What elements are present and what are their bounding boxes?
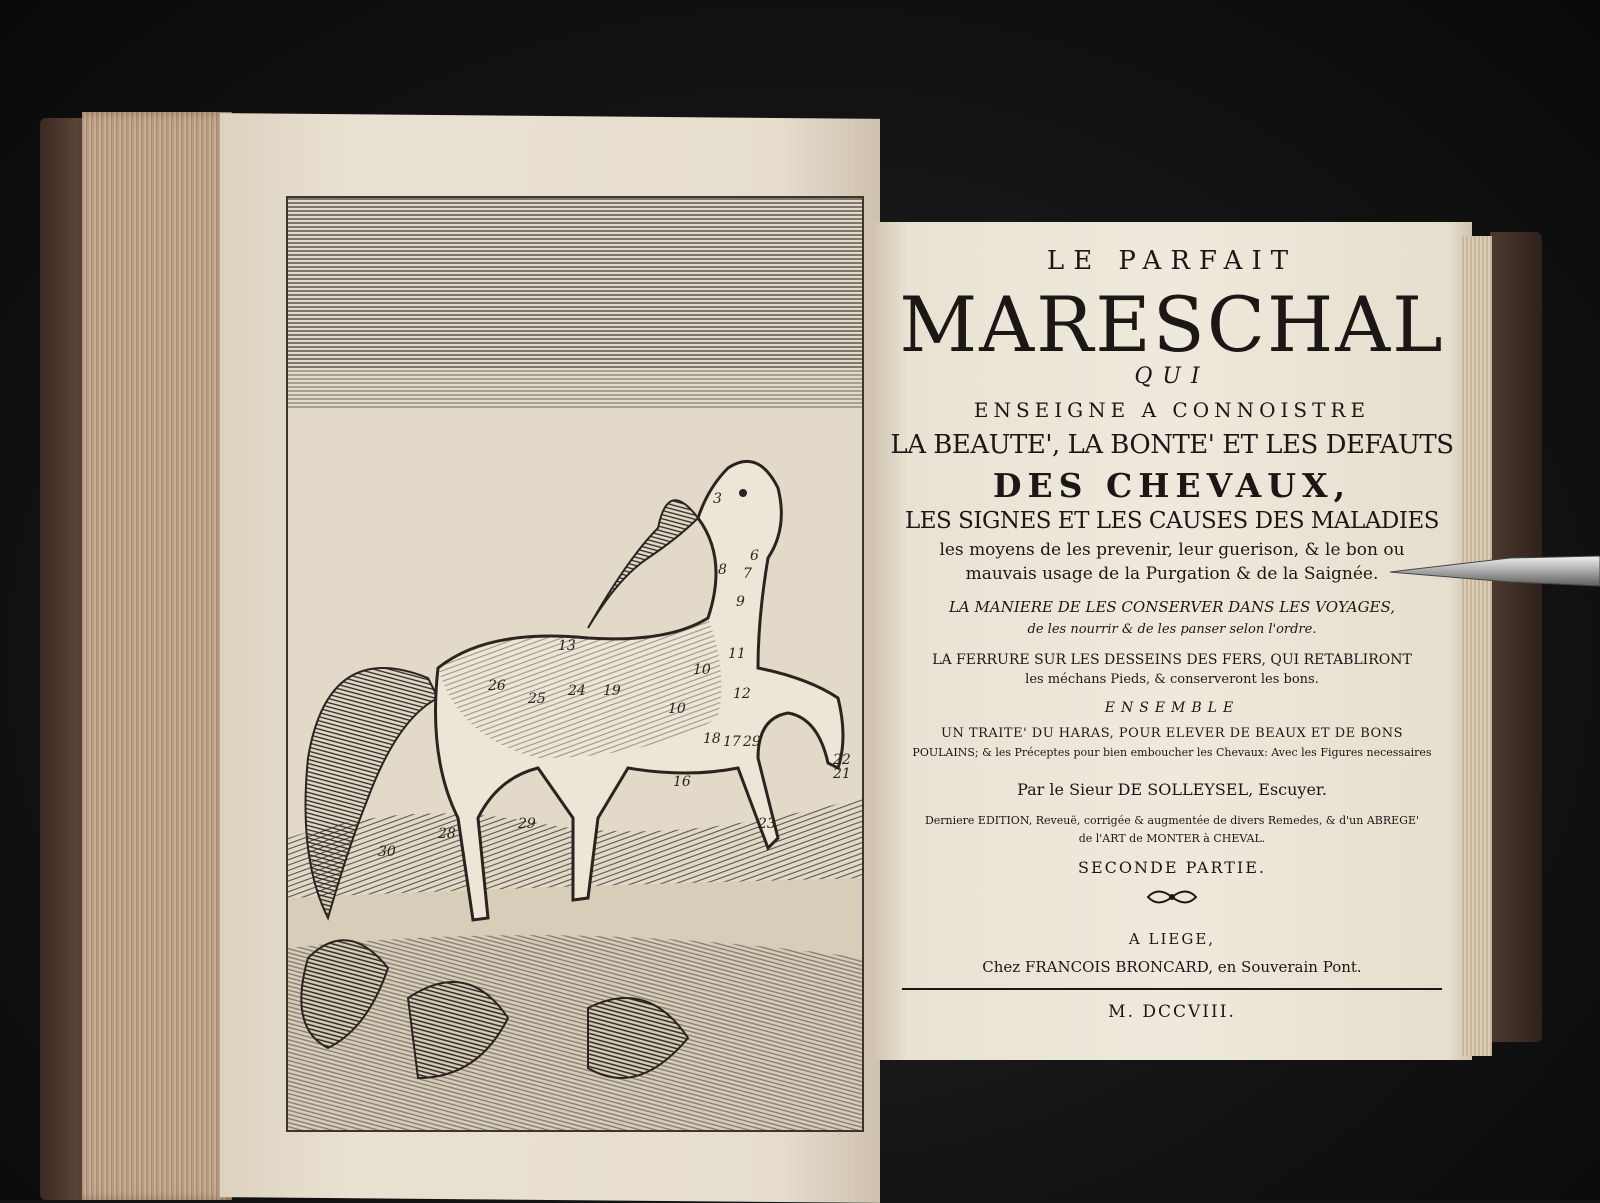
title-line-edition: Derniere EDITION, Reveuë, corrigée & augmentée de divers Remedes, & d'un ABREGE' (924, 814, 1420, 827)
plate-number: 13 (558, 638, 576, 654)
imprint-year: M. DCCVIII. (1108, 1002, 1236, 1022)
imprint-city: A LIEGE, (1128, 930, 1216, 948)
plate-number: 9 (736, 594, 745, 610)
plate-number: 8 (718, 562, 727, 578)
title-line-qui: QUI (1134, 364, 1210, 389)
sky-hatching (288, 198, 862, 368)
plate-number: 11 (728, 646, 746, 662)
title-line-le-parfait: LE PARFAIT (1046, 246, 1298, 276)
book-cover-right (1490, 232, 1542, 1042)
title-line-ensemble: ENSEMBLE (1104, 700, 1240, 716)
plate-number: 6 (750, 548, 759, 564)
plate-number: 26 (488, 678, 506, 694)
title-line-poulains: POULAINS; & les Préceptes pour bien emboucher les Chevaux: Avec les Figures necessaires (912, 746, 1432, 759)
title-line-haras: UN TRAITE' DU HARAS, POUR ELEVER DE BEAUX ET DE BONS (940, 726, 1403, 741)
plate-number: 16 (673, 774, 691, 790)
title-line-chevaux: DES CHEVAUX, (992, 466, 1352, 505)
plate-number: 10 (668, 701, 686, 717)
plate-number: 12 (733, 686, 751, 702)
title-line-pieds: les méchans Pieds, & conserveront les bons. (1025, 672, 1319, 687)
horse-engraving (288, 198, 862, 1130)
plate-number: 21 (833, 766, 851, 782)
plate-number: 10 (693, 662, 711, 678)
title-line-enseigne: ENSEIGNE A CONNOISTRE (973, 398, 1371, 422)
title-line-mareschal: MARESCHAL (899, 280, 1445, 369)
title-line-ferrure: LA FERRURE SUR LES DESSEINS DES FERS, QUI RETABLIRONT (932, 652, 1412, 668)
horse-mane (588, 500, 698, 628)
plate-number: 7 (743, 566, 752, 582)
plate-number: 29 (743, 734, 761, 750)
plate-number: 25 (528, 691, 546, 707)
plate-number: 3 (713, 491, 722, 507)
plate-number: 19 (603, 683, 621, 699)
title-line-author: Par le Sieur DE SOLLEYSEL, Escuyer. (1017, 780, 1327, 799)
imprint-rule (902, 988, 1442, 990)
plate-number: 29 (518, 816, 536, 832)
plate-number: 24 (568, 683, 586, 699)
plate-number: 17 (723, 734, 741, 750)
plate-number: 23 (758, 816, 776, 832)
page-block-left (82, 112, 232, 1200)
printer-ornament (1144, 886, 1200, 908)
horse-engraving-plate (286, 196, 864, 1132)
plate-number: 18 (703, 731, 721, 747)
title-line-signes: LES SIGNES ET LES CAUSES DES MALADIES (904, 508, 1440, 534)
title-line-beaute: LA BEAUTE', LA BONTE' ET LES DEFAUTS (890, 430, 1454, 460)
plate-number: 28 (438, 826, 456, 842)
pointer-pen (1390, 548, 1600, 598)
title-line-moyens: les moyens de les prevenir, leur guerison, & le bon ou (939, 540, 1405, 560)
imprint-publisher: Chez FRANCOIS BRONCARD, en Souverain Pont. (982, 958, 1362, 976)
title-line-purgation: mauvais usage de la Purgation & de la Saignée. (965, 564, 1379, 584)
title-line-seconde-partie: SECONDE PARTIE. (1078, 858, 1266, 877)
horse-eye (739, 489, 747, 497)
title-line-nourrir: de les nourrir & de les panser selon l'ordre. (1027, 622, 1317, 637)
plate-number: 22 (833, 752, 851, 768)
plate-number: 30 (378, 844, 396, 860)
title-line-monter: de l'ART de MONTER à CHEVAL. (1078, 832, 1266, 845)
title-line-maniere: LA MANIERE DE LES CONSERVER DANS LES VOYAGES, (948, 598, 1396, 616)
